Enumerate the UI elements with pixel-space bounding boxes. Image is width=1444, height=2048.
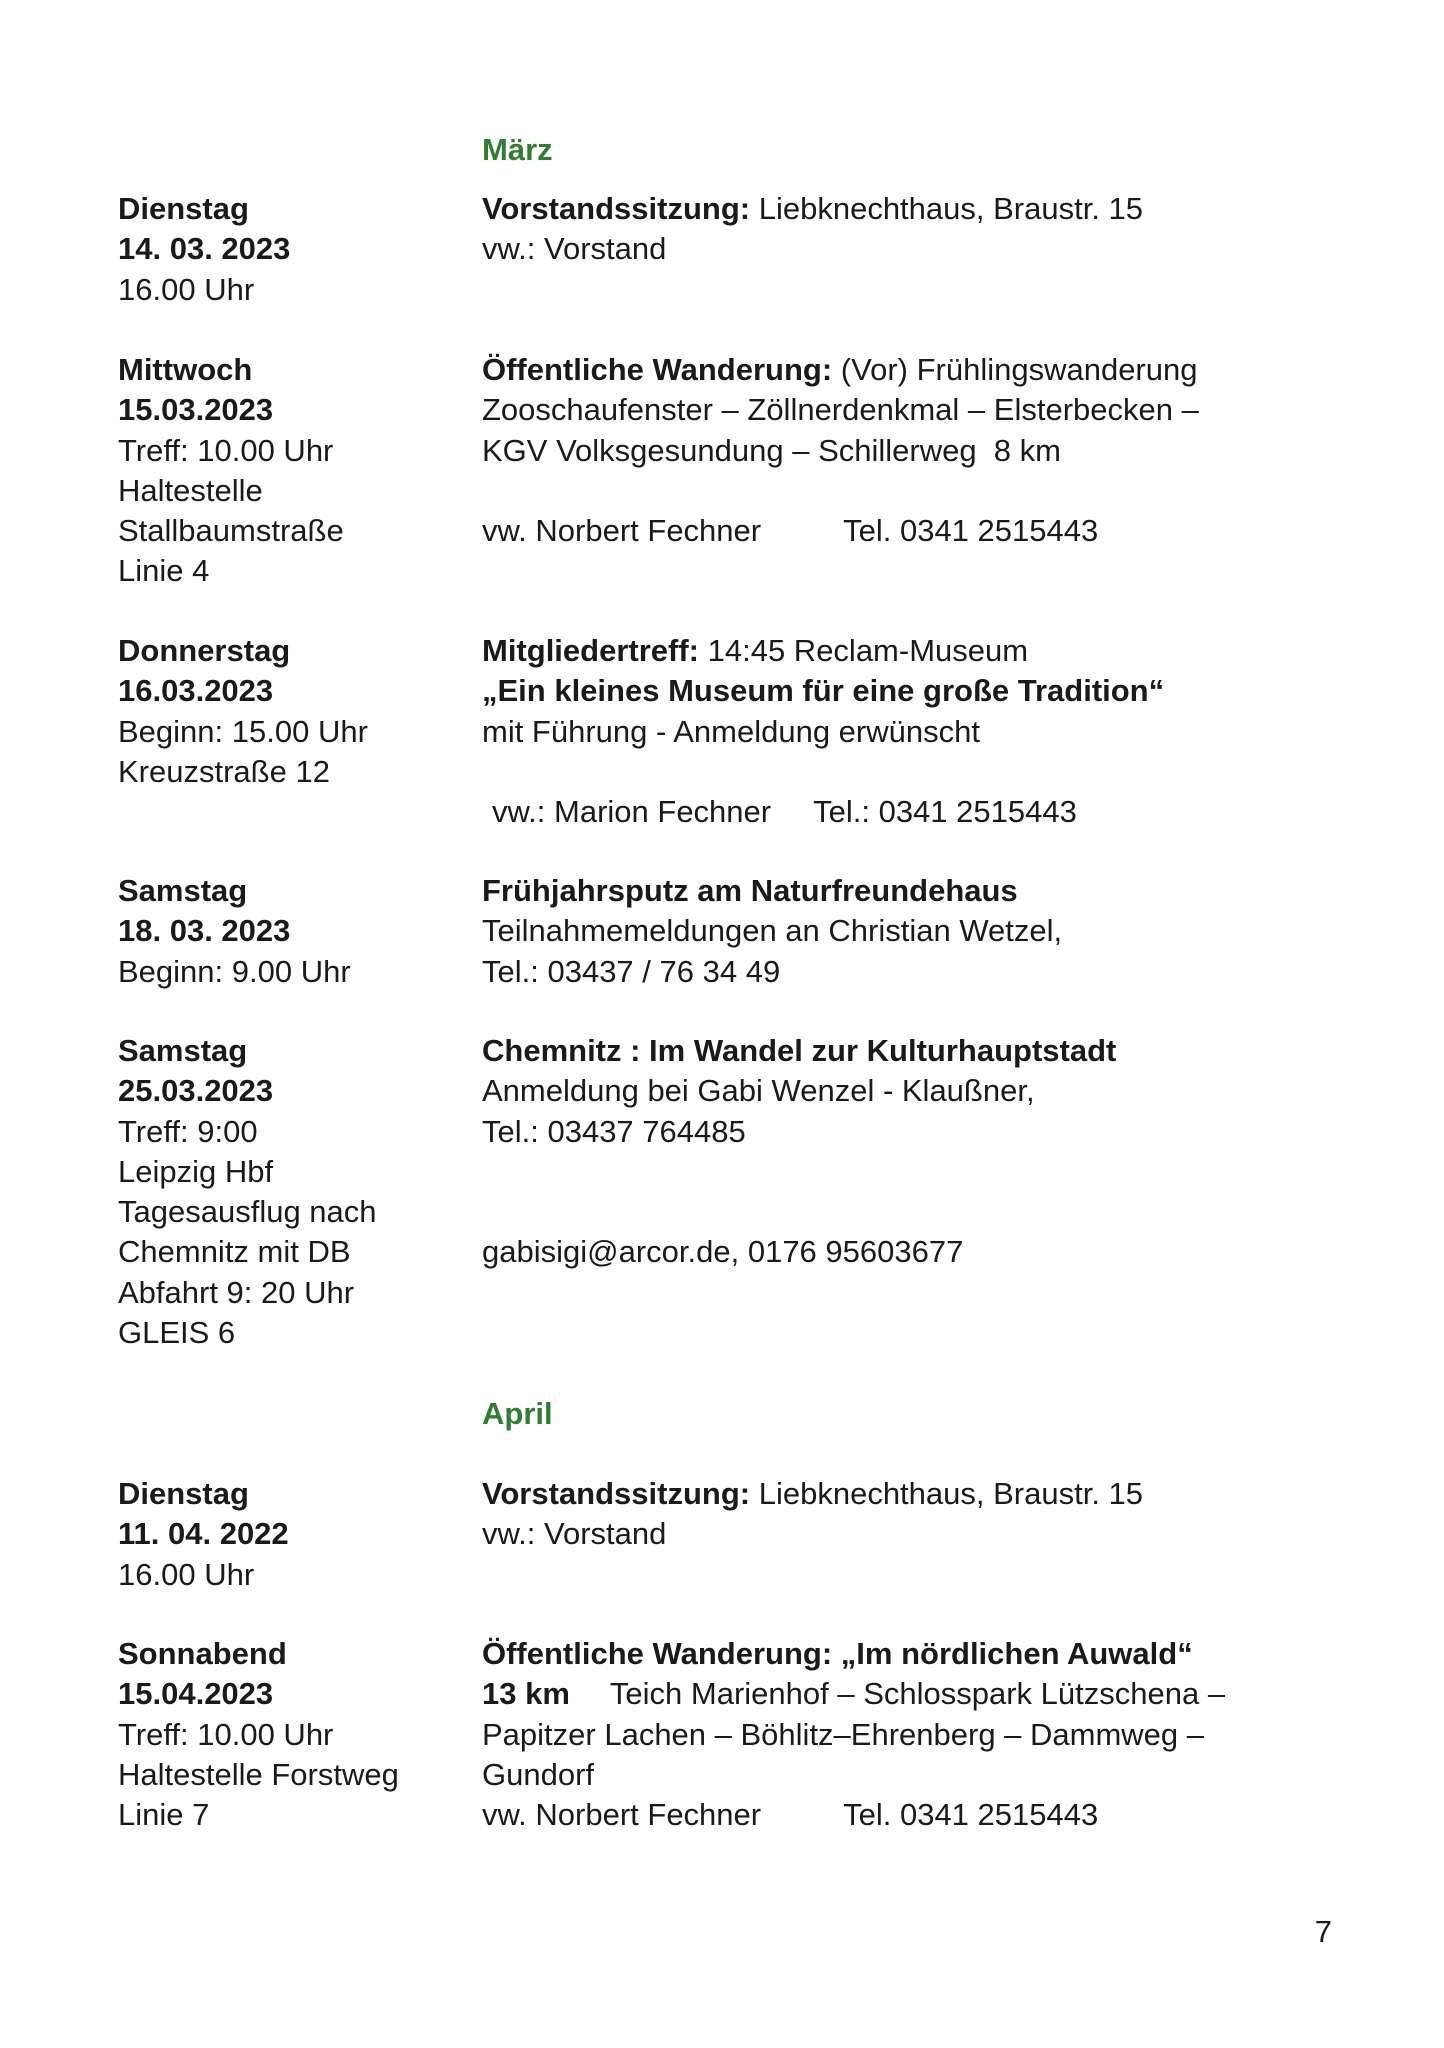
event-date: 18. 03. 2023 — [118, 913, 291, 949]
event-distance: 13 km — [482, 1676, 570, 1712]
event-contact-name: vw.: Marion Fechner — [492, 794, 772, 830]
event-meeting-time: Treff: 9:00 — [118, 1113, 258, 1149]
event-title-detail: Liebknechthaus, Braustr. 15 — [750, 1476, 1144, 1511]
event-location-line: Leipzig Hbf — [118, 1153, 274, 1189]
event-details-column — [482, 1634, 1362, 1835]
event-contact-phone: Tel.: 0341 2515443 — [813, 794, 1077, 830]
event-weekday: Sonnabend — [118, 1636, 287, 1671]
event-location-line: Haltestelle Forstweg — [118, 1756, 399, 1792]
event-time: 16.00 Uhr — [118, 271, 255, 307]
event-time: 16.00 Uhr — [118, 1556, 255, 1592]
event-weekday: Dienstag — [118, 1476, 249, 1511]
event-location-line: Haltestelle — [118, 472, 263, 508]
event-title: Öffentliche Wanderung: — [482, 352, 833, 387]
event-detail-line: Anmeldung bei Gabi Wenzel - Klaußner, — [482, 1073, 1035, 1109]
event-detail-line: mit Führung - Anmeldung erwünscht — [482, 713, 980, 749]
event-contact-name: vw. Norbert Fechner — [482, 513, 762, 549]
event-detail-line: vw.: Vorstand — [482, 1516, 667, 1552]
event-title: Öffentliche Wanderung: „Im nördlichen Auwald“ — [482, 1636, 1193, 1671]
event-time: Beginn: 15.00 Uhr — [118, 713, 368, 749]
event-contact-phone: Tel. 0341 2515443 — [843, 1797, 1099, 1833]
event-time: Beginn: 9.00 Uhr — [118, 953, 351, 989]
event-contact-name: vw. Norbert Fechner — [482, 1797, 762, 1833]
event-contact-phone: Tel. 0341 2515443 — [843, 513, 1099, 549]
event-date-column — [118, 189, 458, 310]
event-title: Chemnitz : Im Wandel zur Kulturhauptstadt — [482, 1033, 1117, 1068]
event-details-column — [482, 1474, 1362, 1555]
event-title-detail: (Vor) Frühlingswanderung — [832, 352, 1198, 387]
event-location-line: Linie 4 — [118, 553, 210, 589]
event-route-line: Papitzer Lachen – Böhlitz–Ehrenberg – Dammweg – — [482, 1716, 1205, 1752]
event-date: 25.03.2023 — [118, 1073, 274, 1109]
month-heading-april: April — [482, 1396, 553, 1431]
event-details-column — [482, 350, 1362, 551]
event-date: 15.04.2023 — [118, 1676, 274, 1712]
event-location-line: Kreuzstraße 12 — [118, 753, 330, 789]
event-weekday: Donnerstag — [118, 633, 291, 668]
event-details-column — [482, 1031, 1362, 1273]
event-route-line: Gundorf — [482, 1756, 595, 1792]
event-location-line: Linie 7 — [118, 1797, 210, 1833]
event-note-line: Chemnitz mit DB — [118, 1234, 351, 1270]
event-detail-line: Zooschaufenster – Zöllnerdenkmal – Elsterbecken – — [482, 392, 1199, 428]
event-date: 16.03.2023 — [118, 673, 274, 709]
event-details-column — [482, 871, 1362, 992]
event-date-column — [118, 1634, 458, 1835]
event-date-column — [118, 1031, 458, 1353]
event-title: Vorstandssitzung: — [482, 191, 751, 226]
event-date-column — [118, 871, 458, 992]
event-note-line: Abfahrt 9: 20 Uhr — [118, 1274, 355, 1310]
event-route-line: Teich Marienhof – Schlosspark Lützschena – — [609, 1676, 1226, 1712]
month-heading-maerz: März — [482, 132, 553, 167]
event-date: 14. 03. 2023 — [118, 231, 291, 267]
event-details-column — [482, 631, 1362, 832]
event-title: Frühjahrsputz am Naturfreundehaus — [482, 873, 1018, 908]
event-weekday: Mittwoch — [118, 352, 253, 387]
event-weekday: Dienstag — [118, 191, 249, 226]
event-detail-line: KGV Volksgesundung – Schillerweg 8 km — [482, 432, 1061, 468]
event-title: Vorstandssitzung: — [482, 1476, 751, 1511]
event-title-detail: 14:45 Reclam-Museum — [699, 633, 1029, 668]
event-meeting-time: Treff: 10.00 Uhr — [118, 1716, 334, 1752]
event-date: 15.03.2023 — [118, 392, 274, 428]
event-weekday: Samstag — [118, 873, 248, 908]
event-date-column — [118, 631, 458, 792]
event-detail-line: Tel.: 03437 764485 — [482, 1113, 746, 1149]
event-date-column — [118, 1474, 458, 1595]
event-detail-line: Tel.: 03437 / 76 34 49 — [482, 953, 781, 989]
event-contact-email-phone: gabisigi@arcor.de, 0176 95603677 — [482, 1234, 964, 1270]
event-note-line: Tagesausflug nach — [118, 1194, 377, 1230]
event-detail-line: Teilnahmemeldungen an Christian Wetzel, — [482, 913, 1063, 949]
event-weekday: Samstag — [118, 1033, 248, 1068]
event-meeting-time: Treff: 10.00 Uhr — [118, 432, 334, 468]
event-details-column — [482, 189, 1362, 270]
event-date-column — [118, 350, 458, 592]
event-detail-line: vw.: Vorstand — [482, 231, 667, 267]
event-subtitle: „Ein kleines Museum für eine große Tradition“ — [482, 673, 1165, 709]
event-date: 11. 04. 2022 — [118, 1516, 289, 1552]
page-number: 7 — [1314, 1914, 1332, 1949]
event-location-line: Stallbaumstraße — [118, 513, 344, 549]
event-title-detail: Liebknechthaus, Braustr. 15 — [750, 191, 1144, 226]
event-title: Mitgliedertreff: — [482, 633, 699, 668]
event-note-line: GLEIS 6 — [118, 1315, 236, 1351]
